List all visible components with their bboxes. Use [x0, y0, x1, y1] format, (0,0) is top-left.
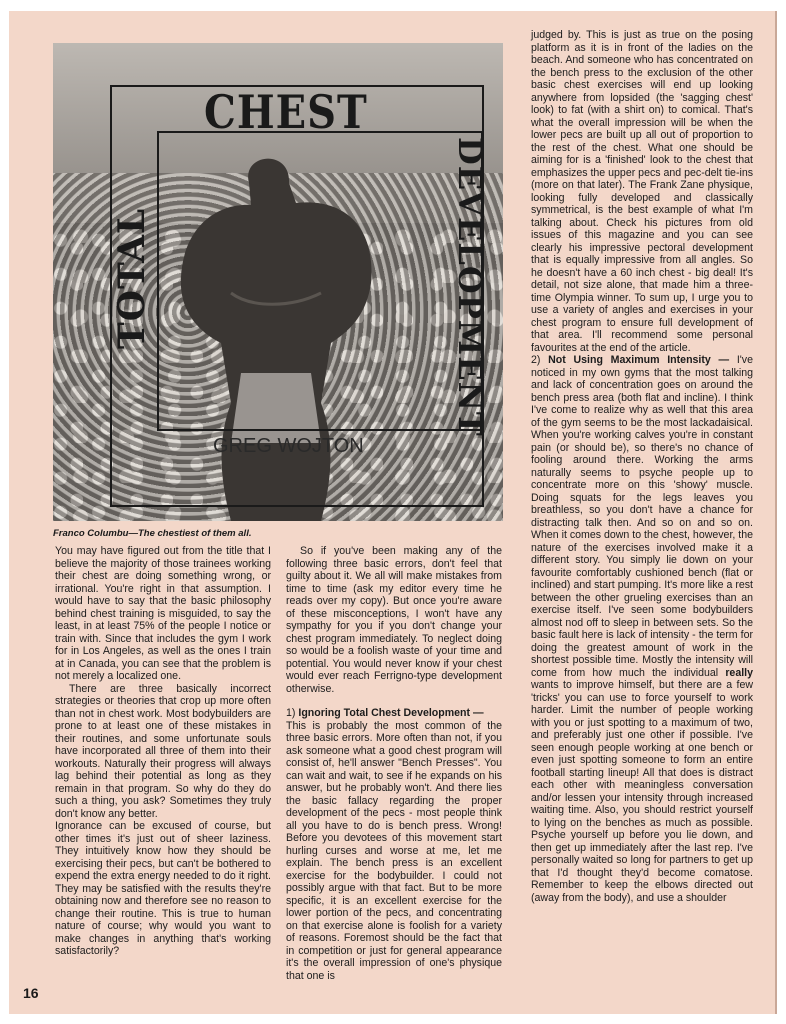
title-development: DEVELOPMENT: [451, 137, 489, 437]
column-2: [286, 545, 502, 982]
title-frame-inner: [157, 131, 483, 431]
column-3: [531, 29, 753, 904]
heading-text: Ignoring Total Chest Development —: [298, 707, 484, 719]
emphasis-text: really: [725, 666, 753, 679]
paragraph: Ignorance can be excused of course, but other times it's just out of sheer laziness. They intuitively know how they should be exercising their pecs, but can't be bothered to expend the extra energy needed to do it right. They may be satisfied with the results they're obtaining now and therefore see no reason to change their routine. This is true to human nature of course; why would you want to make changes in anything that's working satisfactorily?: [55, 820, 271, 957]
photo-caption: Franco Columbu—The chestiest of them all.: [53, 528, 252, 539]
byline: GREG WOJTON: [213, 435, 364, 457]
column-1: [55, 545, 271, 958]
title-chest: CHEST: [204, 85, 368, 140]
title-total: TOTAL: [111, 207, 153, 349]
section-heading-1: [286, 707, 502, 720]
paragraph: There are three basically incorrect strategies or theories that crop up more often than not in chest work. Most bodybuilders are prone to at least one of these mistakes in their routines, and some unfortunate souls have incorporated all three of them into their workouts. Naturally their progress will always lag behind their potential as long as they remain in that program. So why do they do such a thing, you ask? Sometimes they truly don't know any better.: [55, 682, 271, 820]
heading-number: 2): [531, 354, 541, 366]
cover-photo: [53, 43, 503, 521]
paragraph: judged by. This is just as true on the posing platform as it is in front of the ladies on the beach. And someone who has concentrated on the bench press to the exclusion of the other basic chest exercises will end up looking anywhere from lopsided (the 'sagging chest' look) to fat (with a shirt on) to comical. That's what the overall impression will be when the lower pecs are built up all out of proportion to the rest of the chest. What one should be aiming for is a 'finished' look to the chest that emphasizes the upper pecs and pec-delt tie-ins (more on that later). The Frank Zane physique, looking fully developed and classically symmetrical, is the best example of what I'm talking about. Check his pictures from old issues of this magazine and you can see clearly his impressive pectoral development that is equally impressive from all angles. So he doesn't have a 60 inch chest - big deal! It's detail, not size alone, that made him a three-time Olympia winner. To sum up, I urge you to use a variety of angles and exercises in your chest program to ensure full development of that area. I'll recommend some personal favourites at the end of the article.: [531, 29, 754, 354]
section-2-paragraph: [531, 354, 753, 904]
section-heading-2: Not Using Maximum Intensity —: [548, 354, 730, 366]
paragraph: This is probably the most common of the three basic errors. More often than not, if you ask someone what a good chest program will consist of, he'll answer "Bench Presses". You can wait and wait, to see if he expands on his answer, but he probably won't. And there lies the basic fallacy regarding the proper development of the pecs - most people think all you have to do is bench press. Wrong! Before you devotees of this movement start hurling curses and worse at me, let me explain. The bench press is an excellent exercise for the bodybuilder. I could not possibly argue with that fact. But to be more specific, it is an excellent exercise for the lower portion of the pecs, and concentrating on that exercise alone is foolish for a variety of reasons. Foremost should be the fact that in competition or just for general appearance it's the overall impression of one's physique that one is: [286, 719, 502, 982]
paragraph-text: wants to improve himself, but there are a few 'tricks' you can use to force yourself to work harder. Limit the number of people working with you or just spotting to a maximum of two, and preferably just one other if possible. I've seen enough people working at one bench or even just spotting someone to form an entire football starting lineup! All that does is distract each other with meaningless conversation and/or lessen your intensity through increased waiting time. Also, you should restrict yourself to lying on the benches as much as possible. Psyche yourself up before you lie down, and then get up immediately after the last rep. I've personally waited so long for partners to get up that I'd thought they'd become comatose. Remember to keep the elbows directed out (away from the body), and use a shoulder: [531, 679, 753, 904]
page-number: 16: [23, 985, 39, 1001]
paragraph: You may have figured out from the title that I believe the majority of those trainees working their chest are doing something wrong, or irrational. You're right in that assumption. I would have to say that the basic philosophy behind chest training is misguided, to say the least, in at least 75% of the people I notice or train with. Since that includes the gym I work for in Los Angeles, as well as the ones I train at in Canada, you can see that the problem is not merely a localized one.: [55, 545, 271, 682]
magazine-page: [9, 11, 777, 1014]
paragraph: So if you've been making any of the following three basic errors, don't feel that guilty about it. We all will make mistakes from time to time (ask my editor every time he reads over my copy). But once you're aware of these misconceptions, I won't have any sympathy for you if you don't change your chest program immediately. To neglect doing so would be a foolish waste of your time and potential. You would never know if your chest would ever reach Ferrigno-type development otherwise.: [286, 545, 502, 695]
paragraph-text: I've noticed in my own gyms that the most talking and lack of concentration goes on around the bench press area (both flat and incline). I think I've come to realize why as well that this area of the gym seems to be the most lackadaisical. When you're working calves you're in constant pain (or should be), so there's no chance of fooling around there. Working the arms naturally seems to psyche people up to concentrate more on this 'showy' muscle. Doing squats for the legs leaves you breathless, so you don't have a chance for distracting talk then. And so on and so on. When it comes down to the chest, however, the nature of the exercises involved make it a different story. You simply lie down on your favourite comfortably cushioned bench (flat or inclined) and start pumping. It's more like a rest between the other grueling exercises than an exercise itself. I've seen some bodybuilders almost nod off to sleep in between sets. So the basic fault here is lack of intensity - the term for doing the greatest amount of work in the shortest possible time. Mostly the intensity will come from how much the individual: [531, 354, 753, 679]
heading-number: 1): [286, 707, 296, 719]
